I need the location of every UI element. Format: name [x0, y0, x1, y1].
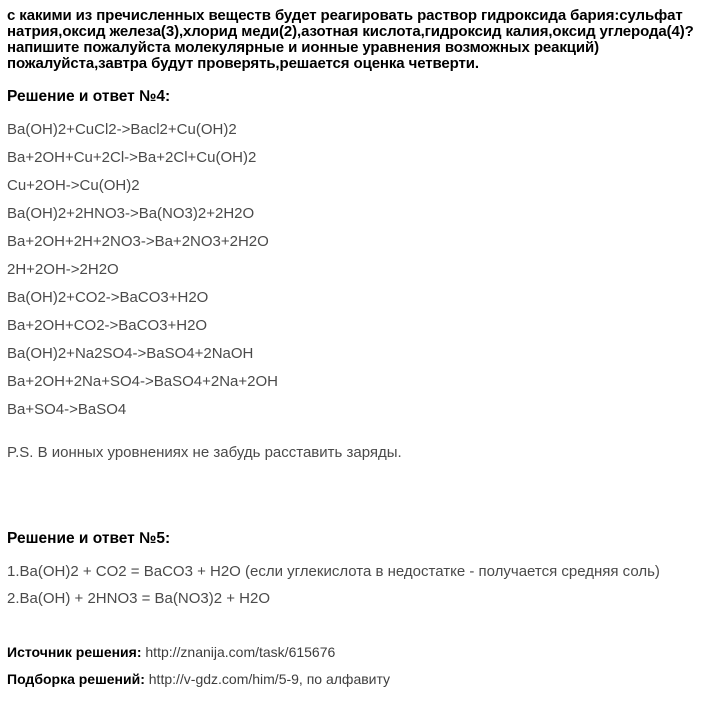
question-line: напишите пожалуйста молекулярные и ионные уравнения возможных реакций)	[7, 39, 600, 56]
equation-line: Ba(OH)2+CO2->BaCO3+H2O	[7, 289, 209, 306]
source-label: Источник решения:	[7, 644, 142, 660]
equation-line: Cu+2OH->Cu(OH)2	[7, 177, 140, 194]
selection-url: http://v-gdz.com/him/5-9, по алфавиту	[148, 671, 391, 687]
equation-line: Ba(OH)2+CuCl2->Bacl2+Cu(OH)2	[7, 121, 237, 138]
solution5-title: Решение и ответ №5:	[7, 530, 171, 547]
source-line	[7, 645, 696, 660]
question-line: пожалуйста,завтра будут проверять,решается оценка четверти.	[7, 55, 479, 72]
equation-line: 2H+2OH->2H2O	[7, 261, 119, 278]
equation-line: Ba+SO4->BaSO4	[7, 401, 127, 418]
question-line: натрия,оксид железа(3),хлорид меди(2),азотная кислота,гидроксид калия,оксид углерода(4)?	[7, 23, 694, 40]
ps-note: P.S. В ионных уровнениях не забудь расставить заряды.	[7, 444, 402, 461]
selection-line	[7, 672, 696, 687]
question-line: с какими из пречисленных веществ будет реагировать раствор гидроксида бария:сульфат	[7, 7, 683, 24]
footer	[7, 645, 696, 687]
question-text	[7, 8, 696, 72]
equation-line: Ba+2OH+Cu+2Cl->Ba+2Cl+Cu(OH)2	[7, 149, 257, 166]
solution4-equation-list	[7, 122, 696, 418]
equation-line: Ba(OH)2+Na2SO4->BaSO4+2NaOH	[7, 345, 254, 362]
equation-line: Ba+2OH+2Na+SO4->BaSO4+2Na+2OH	[7, 373, 278, 390]
equation-line: Ba+2OH+2H+2NO3->Ba+2NO3+2H2O	[7, 233, 269, 250]
solution5-item-list	[7, 564, 696, 607]
source-url: http://znanija.com/task/615676	[145, 644, 336, 660]
equation-line: Ba(OH)2+2HNO3->Ba(NO3)2+2H2O	[7, 205, 255, 222]
solution5-item: 2.Ba(OH) + 2HNO3 = Ba(NO3)2 + H2O	[7, 590, 271, 607]
selection-label: Подборка решений:	[7, 671, 145, 687]
equation-line: Ba+2OH+CO2->BaCO3+H2O	[7, 317, 208, 334]
solution5-item: 1.Ba(OH)2 + CO2 = BaCO3 + H2O (если углекислота в недостатке - получается средняя соль)	[7, 563, 660, 580]
solution4-title: Решение и ответ №4:	[7, 88, 171, 105]
